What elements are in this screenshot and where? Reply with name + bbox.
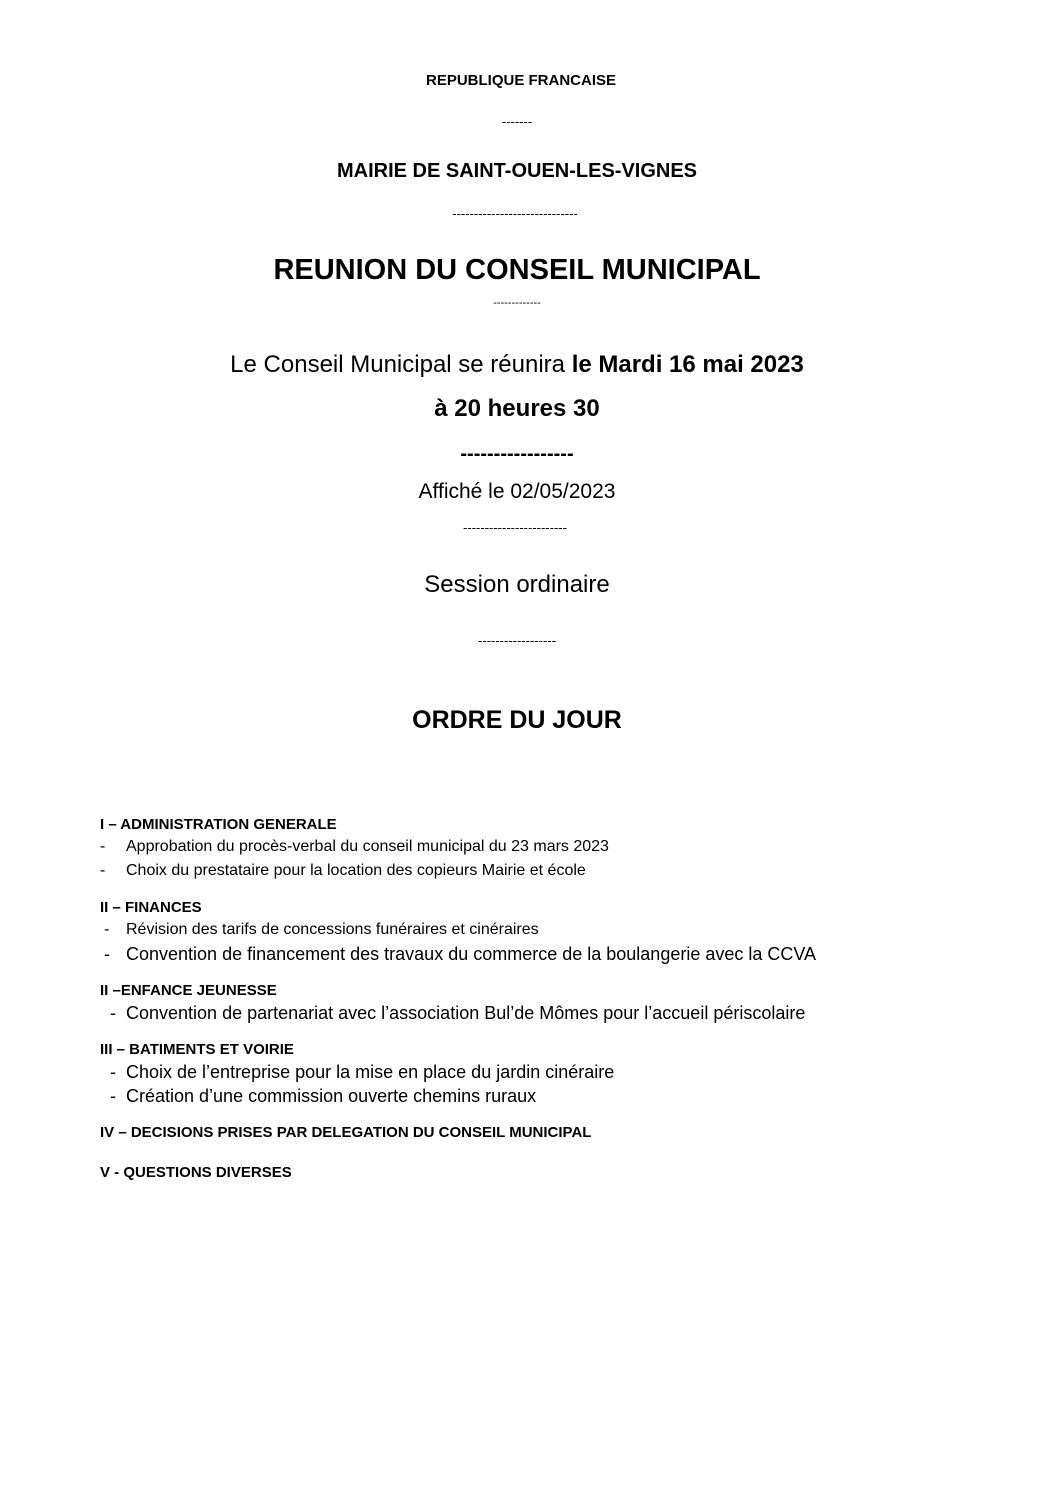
bullet-dash: - — [100, 838, 106, 855]
separator: ------- — [501, 114, 533, 129]
agenda-section — [100, 1123, 1000, 1143]
section-title: III – BATIMENTS ET VOIRIE — [100, 1041, 294, 1058]
republique-heading: REPUBLIQUE FRANCAISE — [425, 72, 616, 89]
separator: ------------------------ — [463, 520, 567, 535]
agenda-item — [100, 942, 1000, 966]
bullet-dash: - — [104, 944, 110, 964]
agenda-item-text: Création d’une commission ouverte chemins ruraux — [126, 1086, 537, 1106]
section-title: II – FINANCES — [100, 899, 202, 916]
separator: ------------------ — [478, 633, 556, 648]
bullet-dash: - — [104, 921, 110, 938]
bullet-dash: - — [110, 1062, 116, 1082]
bullet-dash: - — [110, 1086, 116, 1106]
agenda-section — [100, 981, 1000, 1025]
meeting-date: le Mardi 16 mai 2023 — [571, 351, 804, 378]
agenda-title: ORDRE DU JOUR — [412, 706, 622, 734]
agenda-item — [100, 835, 1000, 859]
section-title: I – ADMINISTRATION GENERALE — [100, 816, 337, 833]
agenda-list — [100, 815, 1000, 1203]
bullet-dash: - — [100, 862, 106, 879]
section-title: IV – DECISIONS PRISES PAR DELEGATION DU CONSEIL MUNICIPAL — [100, 1124, 592, 1141]
section-title: II –ENFANCE JEUNESSE — [100, 982, 277, 999]
mairie-heading: MAIRIE DE SAINT-OUEN-LES-VIGNES — [336, 160, 698, 182]
meeting-time: à 20 heures 30 — [434, 395, 600, 422]
convocation-intro: Le Conseil Municipal se réunira — [230, 351, 572, 378]
agenda-section — [100, 1163, 1000, 1183]
convocation-line — [0, 353, 1046, 377]
agenda-item — [100, 859, 1000, 883]
section-title: V - QUESTIONS DIVERSES — [100, 1164, 292, 1181]
session-type: Session ordinaire — [424, 571, 610, 598]
agenda-item — [100, 918, 1000, 942]
separator: ----------------------------- — [452, 206, 578, 221]
separator: ----------------- — [460, 443, 574, 465]
separator: ------------- — [493, 297, 541, 309]
agenda-item-text: Convention de financement des travaux du commerce de la boulangerie avec la CCVA — [126, 944, 817, 964]
agenda-item-text: Révision des tarifs de concessions funéraires et cinéraires — [126, 921, 539, 938]
posted-date: Affiché le 02/05/2023 — [418, 480, 616, 503]
agenda-item-text: Choix de l’entreprise pour la mise en place du jardin cinéraire — [126, 1062, 615, 1082]
agenda-item — [100, 1084, 1000, 1108]
agenda-section — [100, 815, 1000, 883]
agenda-section — [100, 898, 1000, 966]
agenda-section — [100, 1040, 1000, 1108]
page-title: REUNION DU CONSEIL MUNICIPAL — [273, 254, 761, 286]
agenda-item — [100, 1060, 1000, 1084]
agenda-item-text: Choix du prestataire pour la location des copieurs Mairie et école — [126, 862, 586, 879]
bullet-dash: - — [110, 1003, 116, 1023]
agenda-item-text: Approbation du procès-verbal du conseil municipal du 23 mars 2023 — [126, 838, 609, 855]
agenda-item — [100, 1001, 1000, 1025]
agenda-item-text: Convention de partenariat avec l’association Bul’de Mômes pour l’accueil périscolaire — [126, 1003, 806, 1023]
